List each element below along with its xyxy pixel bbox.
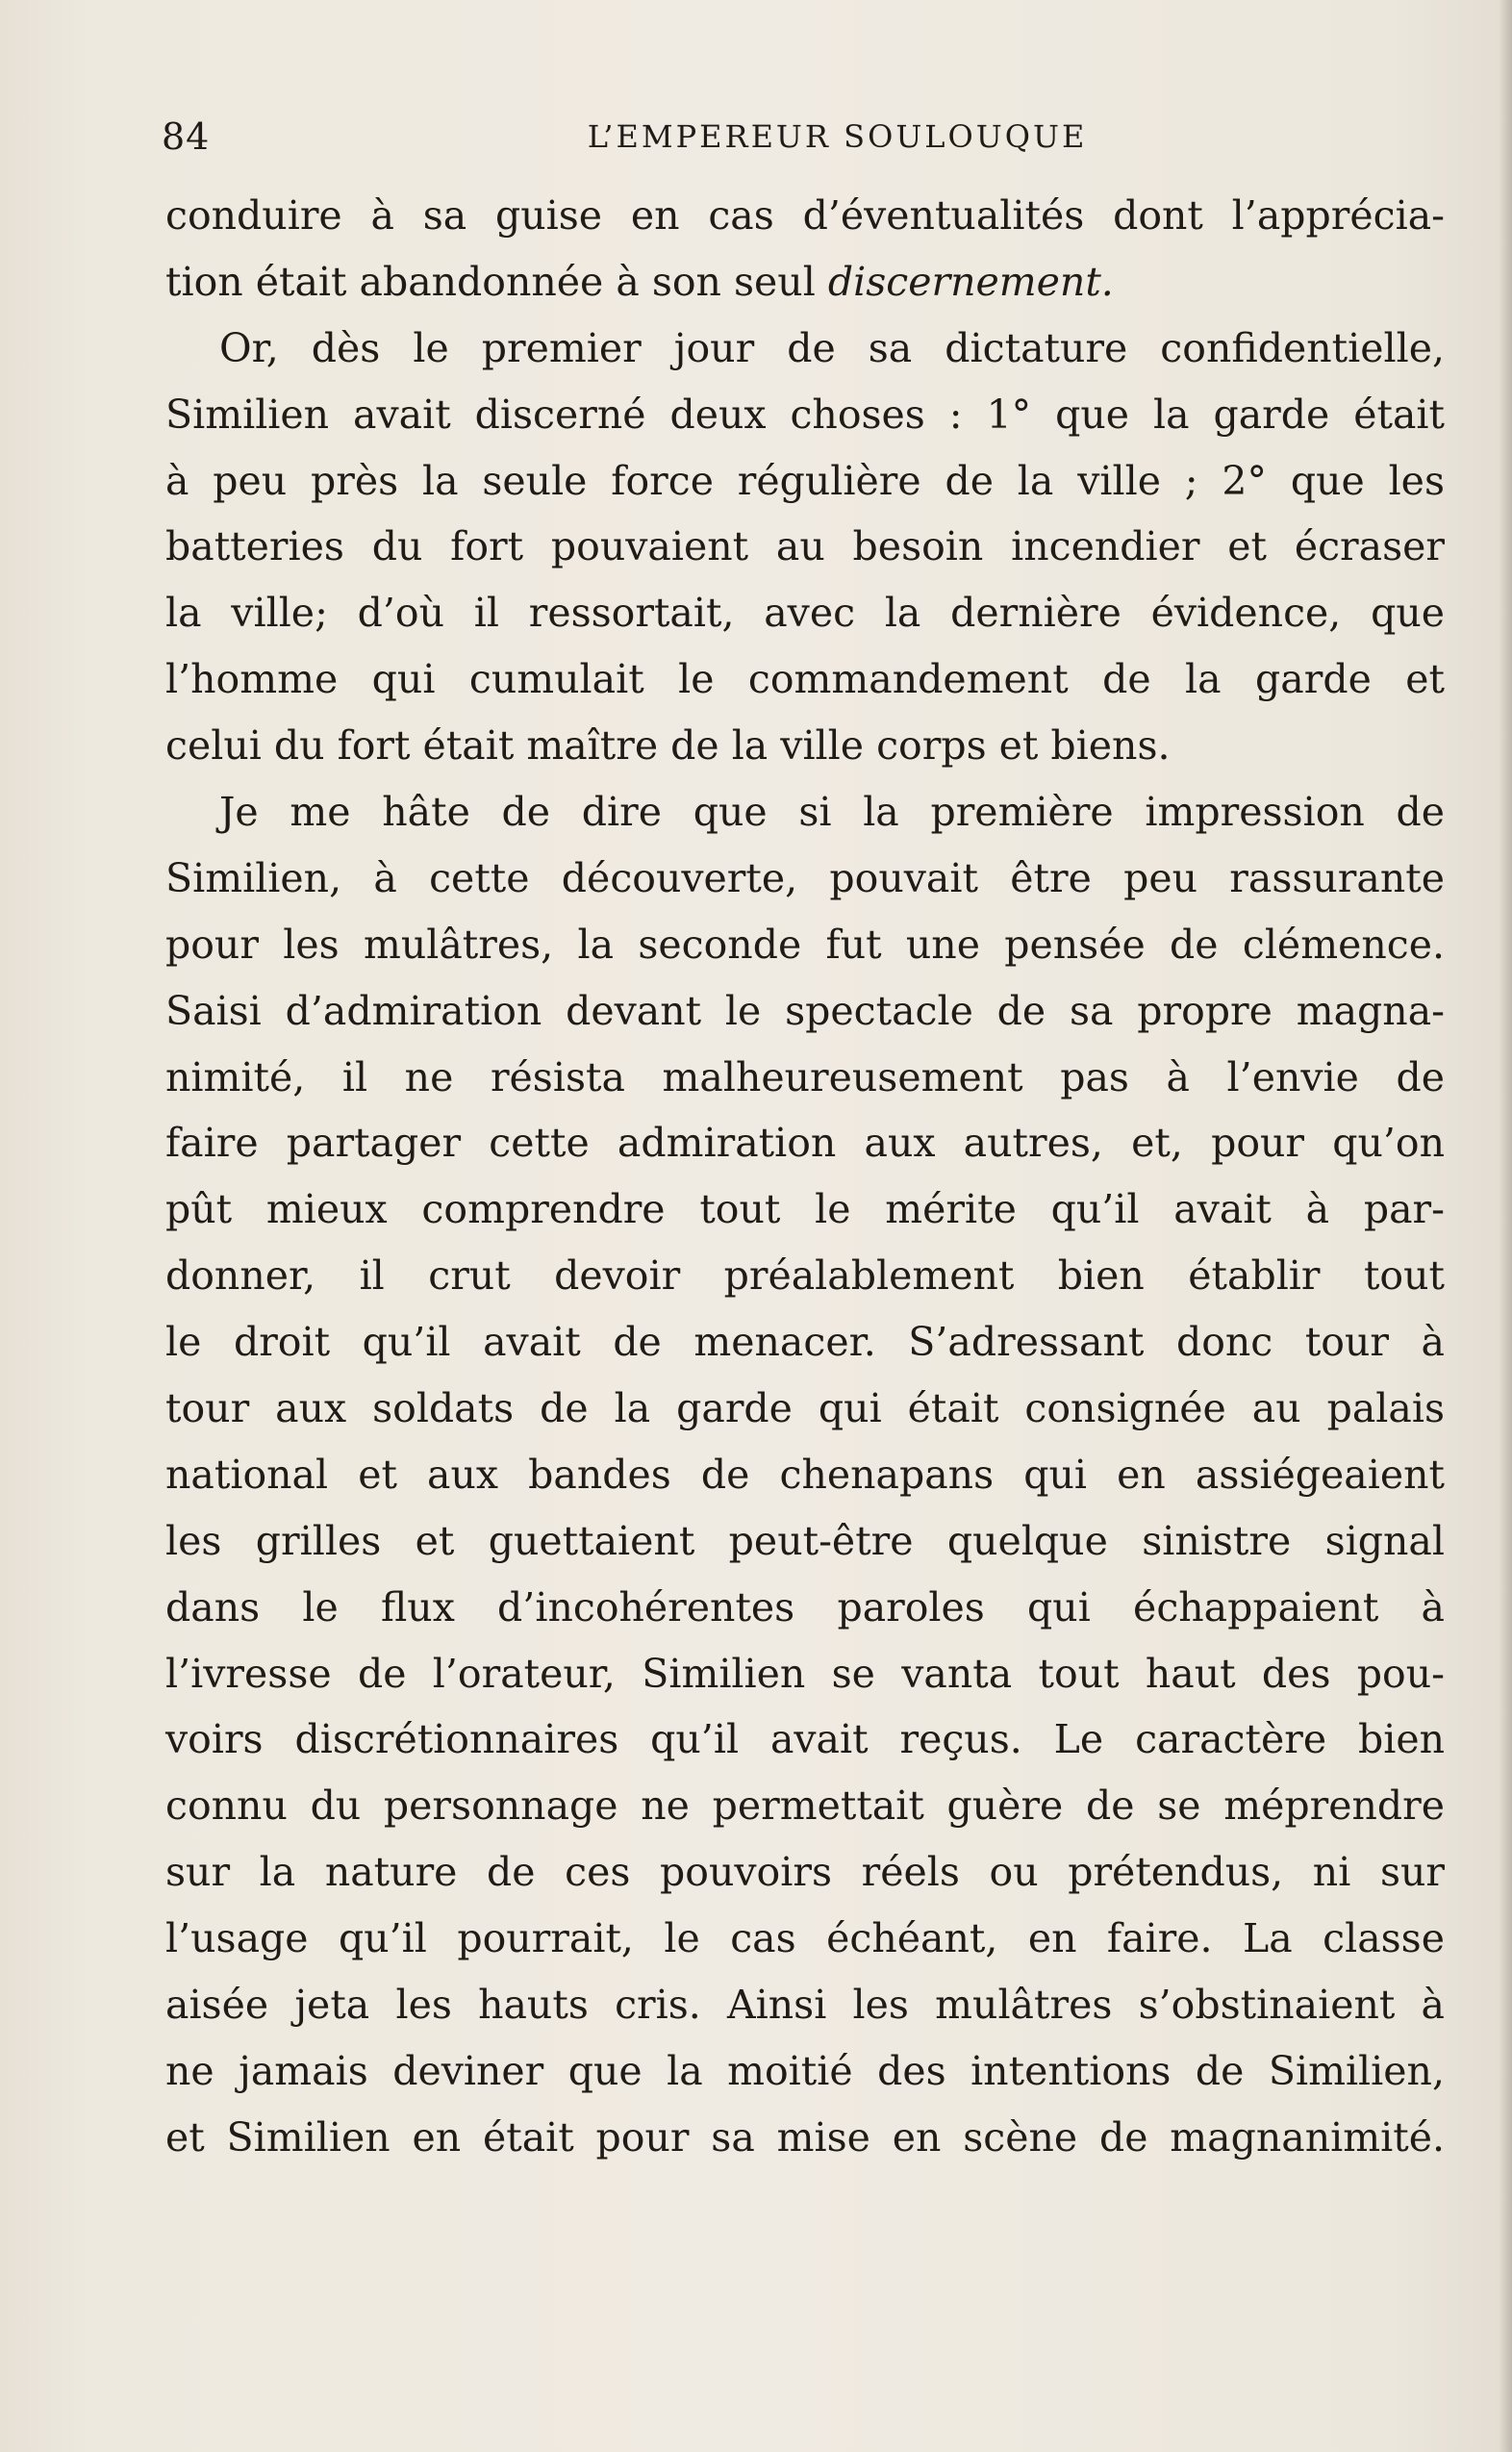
text-line: aisée jeta les hauts cris. Ainsi les mulâtres s’obstinaient à xyxy=(165,1982,1445,2029)
text-line-part: tion était abandonnée à son seul xyxy=(165,258,816,305)
text-line: le droit qu’il avait de menacer. S’adressant donc tour à xyxy=(165,1319,1445,1366)
text-line: pour les mulâtres, la seconde fut une pensée de clémence. xyxy=(165,921,1445,968)
running-title: L’EMPEREUR SOULOUQUE xyxy=(587,118,1088,155)
text-line xyxy=(165,249,1445,316)
italic-word: discernement. xyxy=(827,258,1114,305)
text-line: à peu près la seule force régulière de la ville ; 2° que les xyxy=(165,457,1445,504)
text-line: l’usage qu’il pourrait, le cas échéant, en faire. La classe xyxy=(165,1915,1445,1962)
text-line: celui du fort était maître de la ville corps et biens. xyxy=(165,722,1171,770)
text-line: l’ivresse de l’orateur, Similien se vanta tout haut des pou- xyxy=(165,1650,1445,1697)
running-head xyxy=(162,108,1436,165)
text-line: sur la nature de ces pouvoirs réels ou prétendus, ni sur xyxy=(165,1849,1445,1896)
text-line: batteries du fort pouvaient au besoin incendier et écraser xyxy=(165,523,1445,570)
text-line: dans le flux d’incohérentes paroles qui échappaient à xyxy=(165,1583,1445,1630)
text-line: Similien, à cette découverte, pouvait être peu rassurante xyxy=(165,854,1445,901)
text-line: les grilles et guettaient peut-être quelque sinistre signal xyxy=(165,1517,1445,1564)
text-line: connu du personnage ne permettait guère de se méprendre xyxy=(165,1782,1445,1830)
text-line: l’homme qui cumulait le commandement de la garde et xyxy=(165,656,1445,703)
text-line: et Similien en était pour sa mise en scène de magnanimité. xyxy=(165,2113,1445,2161)
text-line: national et aux bandes de chenapans qui en assiégeaient xyxy=(165,1451,1445,1498)
text-line: donner, il crut devoir préalablement bien établir tout xyxy=(165,1252,1445,1300)
text-line: Saisi d’admiration devant le spectacle de sa propre magna- xyxy=(165,987,1445,1034)
text-line: Or, dès le premier jour de sa dictature confidentielle, xyxy=(219,324,1445,371)
text-line: ne jamais deviner que la moitié des intentions de Similien, xyxy=(165,2047,1445,2094)
page-binding-shadow xyxy=(1499,0,1512,2452)
text-line: nimité, il ne résista malheureusement pas à l’envie de xyxy=(165,1053,1445,1100)
body-text xyxy=(165,183,1445,2171)
page-number: 84 xyxy=(162,115,211,158)
text-line: tour aux soldats de la garde qui était consignée au palais xyxy=(165,1385,1445,1432)
text-line: conduire à sa guise en cas d’éventualités dont l’apprécia- xyxy=(165,192,1445,239)
text-line: Je me hâte de dire que si la première impression de xyxy=(219,789,1445,836)
text-line: la ville; d’où il ressortait, avec la dernière évidence, que xyxy=(165,590,1445,637)
text-line: voirs discrétionnaires qu’il avait reçus. Le caractère bien xyxy=(165,1716,1445,1763)
text-line: pût mieux comprendre tout le mérite qu’il avait à par- xyxy=(165,1186,1445,1233)
text-line: faire partager cette admiration aux autres, et, pour qu’on xyxy=(165,1120,1445,1167)
text-line: Similien avait discerné deux choses : 1° que la garde était xyxy=(165,391,1445,438)
